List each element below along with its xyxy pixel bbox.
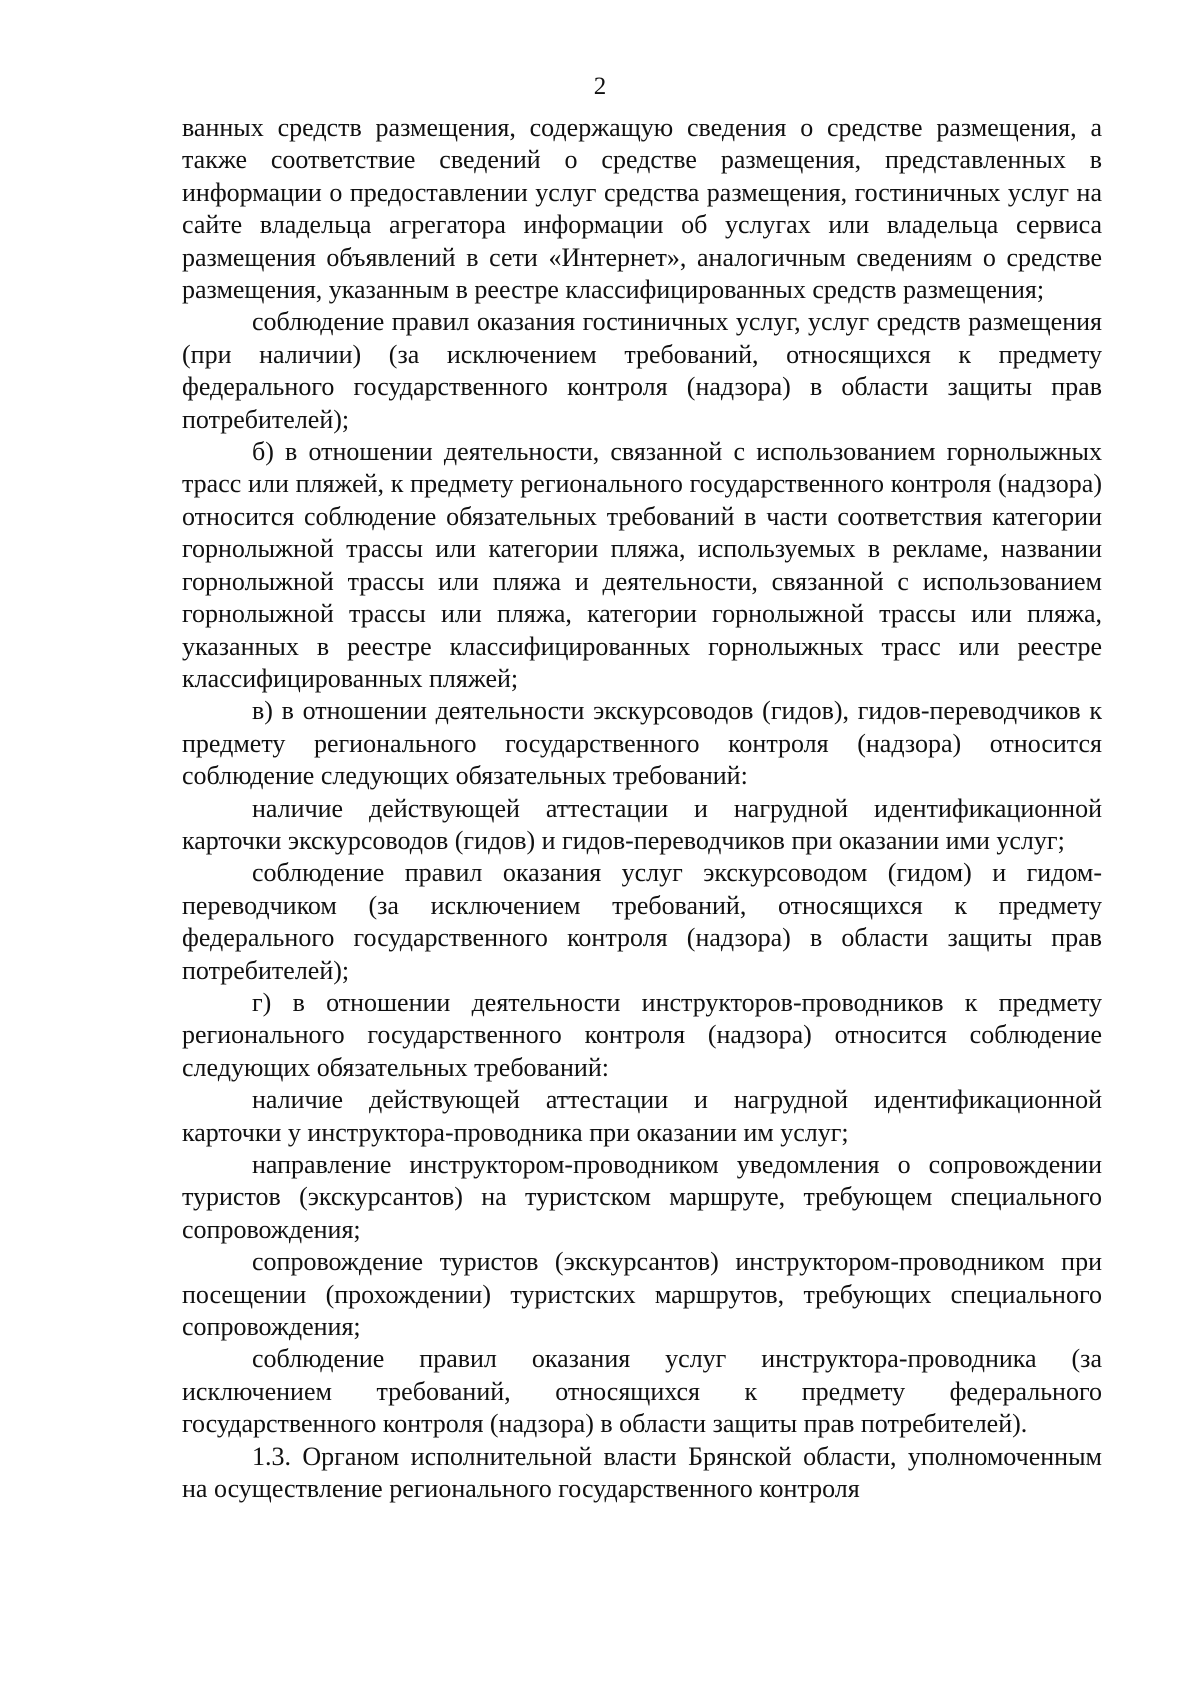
paragraph-instructor-escort: сопровождение туристов (экскурсантов) инструктором-проводником при посещении (прохождении) туристских маршрутов, требующих специального сопровождения; (182, 1247, 1102, 1342)
paragraph-instructor-notification: направление инструктором-проводником уведомления о сопровождении туристов (экскурсантов) на туристском маршруте, требующем специального сопровождения; (182, 1150, 1102, 1244)
paragraph-hotel-rules: соблюдение правил оказания гостиничных услуг, услуг средств размещения (при наличии) (за исключением требований, относящихся к предмету федерального государственного контроля (надзора) в области защиты прав потребителей); (182, 307, 1102, 434)
paragraph-guide-rules: соблюдение правил оказания услуг экскурсоводом (гидом) и гидом-переводчиком (за исключением требований, относящихся к предмету федерального государственного контроля (надзора) в области защиты прав потребителей); (182, 858, 1102, 985)
paragraph-instructor-attestation: наличие действующей аттестации и нагрудной идентификационной карточки у инструктора-проводника при оказании им услуг; (182, 1085, 1102, 1147)
paragraph-instructor-rules: соблюдение правил оказания услуг инструктора-проводника (за исключением требований, относящихся к предмету федерального государственного контроля (надзора) в области защиты прав потребителей). (182, 1344, 1102, 1439)
paragraph-section-1-3: 1.3. Органом исполнительной власти Брянской области, уполномоченным на осуществление регионального государственного контроля (182, 1441, 1102, 1504)
paragraph-item-b: б) в отношении деятельности, связанной с использованием горнолыжных трасс или пляжей, к предмету регионального государственного контроля (надзора) относится соблюдение обязательных требований в части соответствия категории горнолыжной трассы или категории пляжа, используемых в рекламе, названии горнолыжной трассы или пляжа и деятельности, связанной с использованием горнолыжной трассы или пляжа, категории горнолыжной трассы или пляжа, указанных в реестре классифицированных горнолыжных трасс или реестре классифицированных пляжей; (182, 437, 1102, 693)
page-number: 2 (593, 73, 607, 100)
paragraph-guide-attestation: наличие действующей аттестации и нагрудной идентификационной карточки экскурсоводов (гидов) и гидов-переводчиков при оказании ими услуг; (182, 793, 1102, 855)
document-body (182, 112, 1102, 1505)
paragraph-item-g: г) в отношении деятельности инструкторов-проводников к предмету регионального государственного контроля (надзора) относится соблюдение следующих обязательных требований: (182, 987, 1102, 1082)
paragraph-continuation: ванных средств размещения, содержащую сведения о средстве размещения, а также соответствие сведений о средстве размещения, представленных в информации о предоставлении услуг средства размещения, гостиничных услуг на сайте владельца агрегатора информации об услугах или владельца сервиса размещения объявлений в сети «Интернет», аналогичным сведениям о средстве размещения, указанным в реестре классифицированных средств размещения; (182, 113, 1102, 305)
paragraph-item-v: в) в отношении деятельности экскурсоводов (гидов), гидов-переводчиков к предмету регионального государственного контроля (надзора) относится соблюдение следующих обязательных требований: (182, 696, 1102, 791)
